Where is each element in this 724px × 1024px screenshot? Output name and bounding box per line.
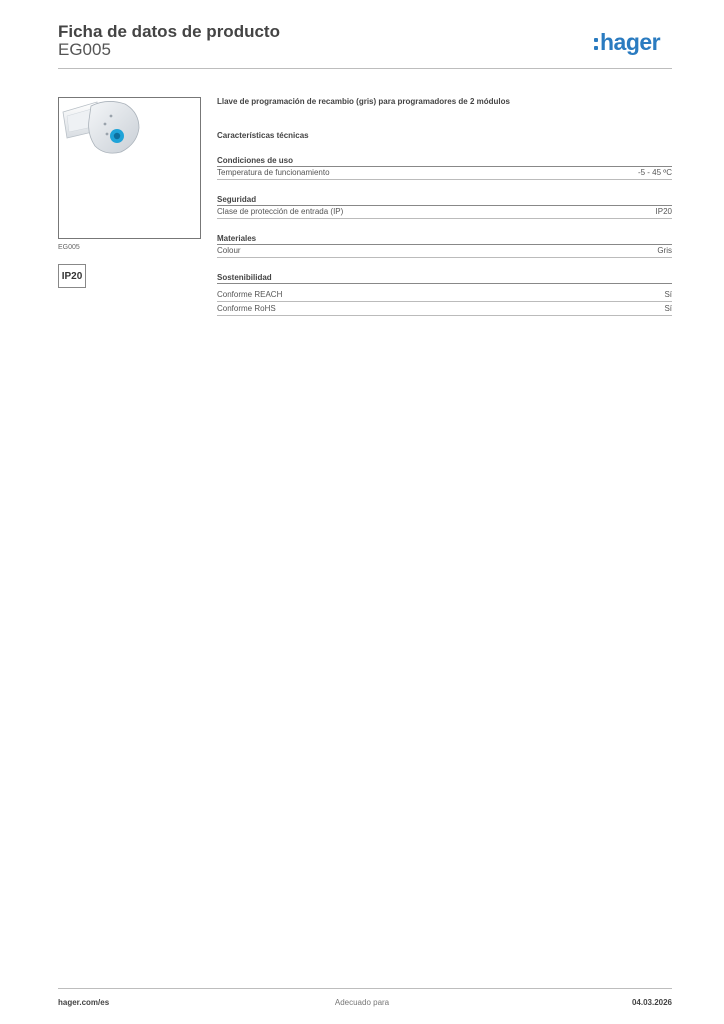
logo-dots: [594, 38, 598, 50]
logo-text: hager: [600, 28, 661, 55]
footer-divider: [58, 988, 672, 989]
spec-row: [217, 206, 672, 219]
section-title: Seguridad: [217, 194, 672, 206]
spec-value: Sí: [664, 304, 672, 313]
spec-label: Conforme REACH: [217, 290, 283, 299]
footer-date: 04.03.2026: [631, 998, 672, 1007]
programming-key-icon: [59, 98, 200, 238]
section-sustainability: [217, 272, 672, 316]
header-divider: [58, 68, 672, 69]
section-title: Materiales: [217, 233, 672, 245]
page-title: Ficha de datos de producto: [58, 22, 280, 41]
spec-row: [217, 303, 672, 316]
spec-value: IP20: [655, 207, 672, 216]
spec-row: [217, 167, 672, 180]
section-safety: [217, 194, 672, 219]
section-materials: [217, 233, 672, 258]
image-caption: EG005: [58, 244, 80, 251]
spec-label: Clase de protección de entrada (IP): [217, 207, 344, 216]
spec-value: Gris: [657, 246, 672, 255]
product-code: EG005: [58, 40, 111, 59]
ip-badge: IP20: [58, 264, 86, 288]
section-title: Condiciones de uso: [217, 155, 672, 167]
spec-value: Sí: [664, 290, 672, 299]
footer-website-link[interactable]: hager.com/es: [58, 998, 110, 1007]
section-conditions: [217, 155, 672, 180]
spec-row: [217, 245, 672, 258]
product-description: Llave de programación de recambio (gris) para programadores de 2 módulos: [217, 97, 510, 106]
product-image: [58, 97, 201, 239]
spec-row: [217, 289, 672, 302]
tech-section-title: Características técnicas: [217, 131, 309, 140]
spec-label: Colour: [217, 246, 241, 255]
spec-label: Conforme RoHS: [217, 304, 276, 313]
hager-logo-icon: [594, 29, 660, 55]
section-title: Sostenibilidad: [217, 272, 672, 284]
footer-center-text: Adecuado para: [334, 998, 390, 1007]
spec-label: Temperatura de funcionamiento: [217, 168, 330, 177]
spec-value: -5 - 45 ºC: [637, 168, 672, 177]
